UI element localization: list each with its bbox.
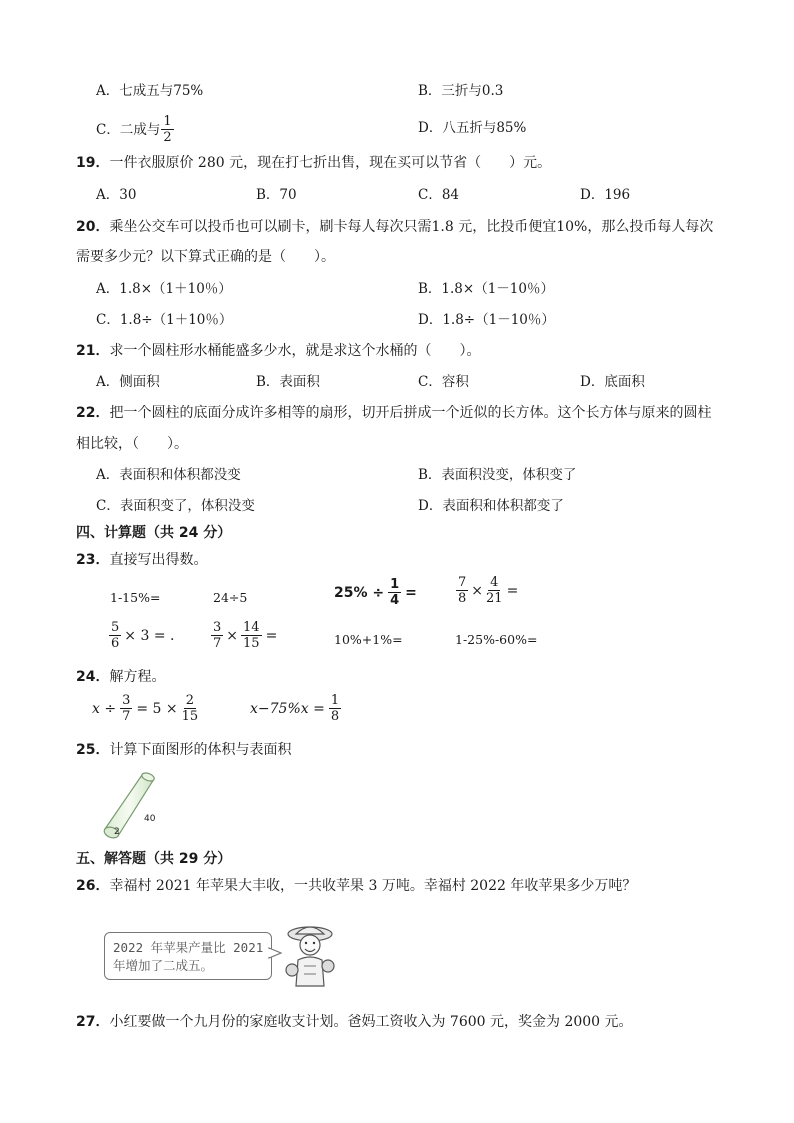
- diameter-label: 2: [114, 827, 120, 837]
- question-number: 25．: [76, 742, 110, 758]
- q21-option-c: C．容积: [418, 374, 469, 390]
- question-20-line2: 需要多少元？以下算式正确的是（ ）。: [76, 249, 335, 265]
- question-number: 22．: [76, 405, 110, 421]
- expr-text: 25% ÷: [334, 584, 385, 601]
- expr-fraction: $\frac{3}{7}$: [213, 620, 222, 651]
- question-text-line1: 乘坐公交车可以投币也可以刷卡，刷卡每人每次只需1.8 元，比投币便宜10%，那么投币每人每次: [109, 219, 714, 235]
- expr-fraction: $\frac{5}{6}$: [111, 620, 120, 651]
- question-number: 20．: [76, 219, 110, 235]
- question-text: 一件衣服原价 280 元，现在打七折出售，现在买可以节省（ ）元。: [109, 155, 552, 171]
- q22-option-b: B．表面积没变，体积变了: [418, 467, 577, 483]
- expr-operator: ×: [226, 627, 239, 644]
- farmer-illustration-icon: [278, 920, 342, 988]
- question-text: 求一个圆柱形水桶能盛多少水，就是求这个水桶的（ ）。: [109, 343, 481, 359]
- q18-option-c: [96, 115, 175, 144]
- question-19: [76, 154, 551, 172]
- q18-option-c-fraction: $\frac{1}{2}$: [163, 114, 172, 145]
- question-number: 21．: [76, 343, 110, 359]
- question-20: [76, 218, 713, 236]
- expr-text: × 3 = .: [124, 627, 175, 644]
- q22-option-c: C．表面积变了，体积没变: [96, 498, 255, 514]
- question-24: [76, 668, 165, 686]
- calc-expression-4: [455, 576, 518, 605]
- question-number: 26．: [76, 878, 110, 894]
- q18-option-b: B．三折与0.3: [418, 83, 504, 99]
- question-22: [76, 404, 711, 422]
- equation-1: [92, 694, 199, 723]
- speech-bubble-text: 2022 年苹果产量比 2021 年增加了二成五。: [113, 940, 264, 973]
- equation-text: = 5 ×: [136, 700, 178, 717]
- calc-expression-6: [210, 621, 277, 650]
- calc-expression-3: [334, 578, 417, 607]
- question-text: 解方程。: [109, 669, 166, 685]
- q21-option-b: B．表面积: [256, 374, 320, 390]
- section-heading-calculation: 四、计算题（共 24 分）: [76, 525, 232, 541]
- height-label: 40: [144, 814, 156, 824]
- expr-equals: =: [405, 584, 417, 601]
- q20-option-b: B．1.8×（1－10％）: [418, 281, 554, 297]
- q19-option-c: C．84: [418, 187, 460, 203]
- question-21: [76, 342, 480, 360]
- q18-option-a: A．七成五与75%: [96, 83, 204, 99]
- question-27: [76, 1013, 633, 1031]
- question-26: [76, 877, 636, 895]
- cylinder-figure: [96, 768, 168, 844]
- equation-fraction: $\frac{3}{7}$: [122, 693, 131, 724]
- equation-fraction: $\frac{1}{8}$: [330, 693, 340, 724]
- expr-equals: =: [265, 627, 278, 644]
- q18-option-c-text: C．二成与: [96, 121, 161, 138]
- q20-option-a: A．1.8×（1＋10％）: [96, 281, 232, 297]
- q20-option-d: D．1.8÷（1－10％）: [418, 312, 555, 328]
- calc-expression-5: [108, 621, 174, 650]
- calc-expression-2: 24÷5: [213, 590, 248, 605]
- q19-option-b: B．70: [256, 187, 297, 203]
- expr-fraction: $\frac{14}{15}$: [243, 620, 260, 651]
- question-number: 23．: [76, 552, 110, 568]
- question-text: 直接写出得数。: [109, 552, 208, 568]
- q19-option-d: D．196: [580, 187, 631, 203]
- question-number: 19．: [76, 155, 110, 171]
- equation-fraction: $\frac{2}{15}$: [181, 693, 199, 724]
- section-heading-word-problems: 五、解答题（共 29 分）: [76, 851, 232, 867]
- equation-text: x−75%x =: [250, 700, 325, 717]
- question-25: [76, 741, 291, 759]
- question-text: 计算下面图形的体积与表面积: [109, 742, 292, 758]
- q22-option-d: D．表面积和体积都变了: [418, 498, 564, 514]
- q19-option-a: A．30: [96, 187, 137, 203]
- expr-equals: =: [506, 582, 519, 599]
- expr-fraction: $\frac{7}{8}$: [458, 575, 467, 606]
- expr-fraction: $\frac{4}{21}$: [486, 575, 503, 606]
- q21-option-d: D．底面积: [580, 374, 645, 390]
- calc-expression-8: 1-25%-60%=: [455, 632, 538, 647]
- question-text: 幸福村 2021 年苹果大丰收，一共收苹果 3 万吨。幸福村 2022 年收苹果多少万吨？: [109, 878, 637, 894]
- expr-operator: ×: [471, 582, 484, 599]
- equation-2: [250, 694, 342, 723]
- question-number: 24．: [76, 669, 110, 685]
- speech-bubble: [104, 932, 272, 980]
- expr-fraction: $\frac{1}{4}$: [390, 577, 400, 608]
- calc-expression-7: 10%+1%=: [334, 632, 403, 647]
- equation-text: x ÷: [92, 700, 117, 717]
- q22-option-a: A．表面积和体积都没变: [96, 467, 241, 483]
- q20-option-c: C．1.8÷（1＋10％）: [96, 312, 233, 328]
- question-22-line2: 相比较，（ ）。: [76, 436, 188, 452]
- question-text: 小红要做一个九月份的家庭收支计划。爸妈工资收入为 7600 元，奖金为 2000 元。: [109, 1014, 633, 1030]
- calc-expression-1: 1-15%=: [110, 590, 161, 605]
- q21-option-a: A．侧面积: [96, 374, 160, 390]
- question-23: [76, 551, 207, 569]
- q18-option-d: D．八五折与85%: [418, 120, 527, 136]
- question-text-line1: 把一个圆柱的底面分成许多相等的扇形，切开后拼成一个近似的长方体。这个长方体与原来的圆柱: [109, 405, 712, 421]
- question-number: 27．: [76, 1014, 110, 1030]
